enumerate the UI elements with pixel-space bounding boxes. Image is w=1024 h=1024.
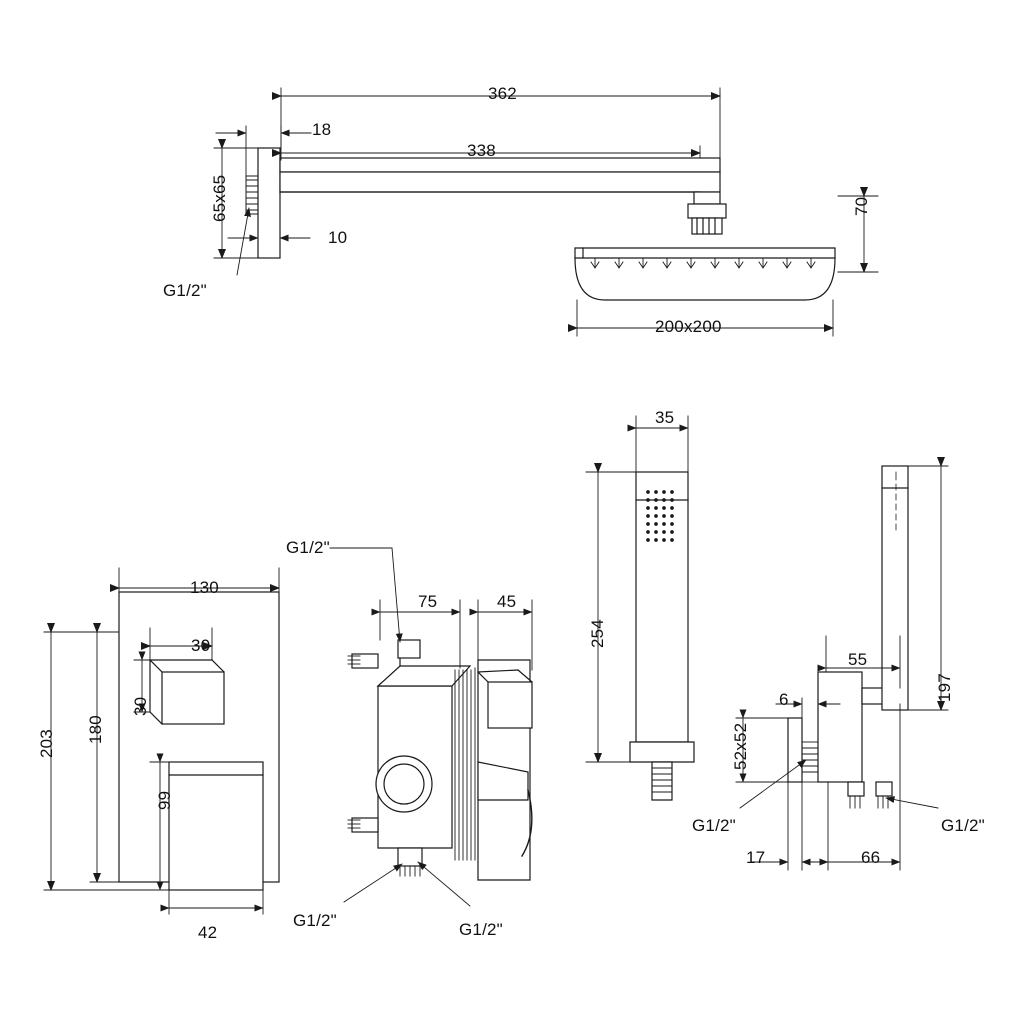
dim-label-75: 75 (418, 592, 438, 611)
thread-label-outlet: G1/2" (692, 816, 736, 835)
dim-label-200x200: 200x200 (655, 317, 722, 336)
dim-label-30-top: 30 (191, 636, 211, 655)
dim-label-338: 338 (467, 141, 496, 160)
dim-label-70: 70 (852, 196, 871, 216)
dim-label-362: 362 (488, 84, 517, 103)
dim-label-254: 254 (588, 619, 607, 648)
thread-label-holder: G1/2" (941, 816, 985, 835)
leader-g12-mixer-bottom-left (344, 864, 402, 902)
view-hand-shower-front (630, 472, 694, 800)
leader-g12-arm (237, 208, 249, 275)
dim-label-130: 130 (190, 578, 219, 597)
dim-label-42: 42 (198, 923, 218, 942)
dim-180 (90, 632, 119, 882)
dim-label-180: 180 (86, 715, 105, 744)
dim-label-35: 35 (655, 408, 675, 427)
dim-label-30-side: 30 (131, 696, 150, 716)
dim-label-6: 6 (779, 690, 789, 709)
leader-g12-mixer-top (330, 548, 400, 642)
dim-label-65x65: 65x65 (210, 174, 229, 222)
dim-label-197: 197 (935, 673, 954, 702)
dim-label-10: 10 (328, 228, 348, 247)
view-wall-outlet (788, 466, 908, 808)
thread-label-mixer-top: G1/2" (286, 538, 330, 557)
thread-label-mixer-bottom-left: G1/2" (293, 911, 337, 930)
leader-g12-mixer-bottom-right (418, 862, 470, 906)
leader-g12-holder (886, 798, 938, 808)
dim-label-45: 45 (497, 592, 517, 611)
dim-label-52x52: 52x52 (731, 722, 750, 770)
dim-label-99: 99 (155, 790, 174, 810)
thread-label-mixer-bottom-right: G1/2" (459, 920, 503, 939)
view-shower-arm (246, 148, 835, 300)
thread-label-arm: G1/2" (163, 281, 207, 300)
dim-label-18: 18 (312, 120, 332, 139)
dim-label-66: 66 (861, 848, 881, 867)
dim-label-55: 55 (848, 650, 868, 669)
dim-label-203: 203 (37, 729, 56, 758)
dim-254 (586, 472, 636, 762)
view-mixer-side (348, 640, 532, 880)
dim-label-17: 17 (746, 848, 766, 867)
dim-42 (169, 890, 263, 914)
